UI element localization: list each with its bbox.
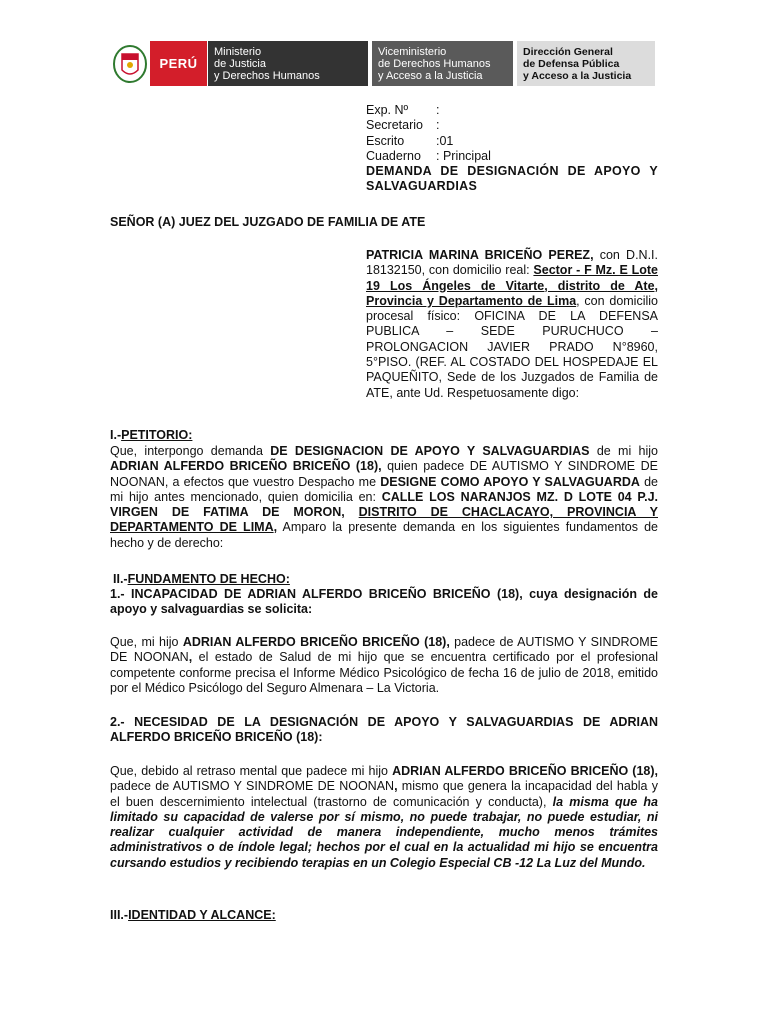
case-metadata <box>366 103 658 195</box>
ministerio-block: Ministerio de Justicia y Derechos Humanos <box>208 41 368 86</box>
meta-escrito: Escrito :01 <box>366 133 454 148</box>
peru-brand: PERÚ <box>150 41 207 86</box>
subsection-necesidad: 2.- NECESIDAD DE LA DESIGNACIÓN DE APOYO Y SALVAGUARDIAS DE ADRIAN ALFERDO BRICEÑO BRICEÑO (18): <box>110 715 658 745</box>
section-identidad-heading: III.-IDENTIDAD Y ALCANCE: <box>110 908 276 922</box>
necesidad-paragraph: Que, debido al retraso mental que padece mi hijo ADRIAN ALFERDO BRICEÑO BRICEÑO (18), padece de AUTISMO Y SINDROME DE NOONAN, mismo que genera la incapacidad del habla y el buen descernimiento intelectual (trastorno de comunicación y conducta), la misma que ha limitado su capacidad de valerse por sí mismo, no puede trabajar, no puede estudiar, ni realizar cualquier actividad de manera independiente, mucho menos trámites administrativos o de índole legal; hechos por el cual en la actualidad mi hijo se encuentra cursando estudios y recibiendo terapias en un Colegio Especial CB -12 La Luz del Mundo. <box>110 764 659 870</box>
direccion-block: Dirección General de Defensa Pública y Acceso a la Justicia <box>517 41 655 86</box>
meta-cuaderno: Cuaderno : Principal <box>366 148 491 163</box>
meta-secretario: Secretario : <box>366 118 440 133</box>
addressee: SEÑOR (A) JUEZ DEL JUZGADO DE FAMILIA DE ATE <box>110 215 426 229</box>
peru-coat-of-arms-icon <box>110 41 150 86</box>
petitorio-paragraph: Que, interpongo demanda DE DESIGNACION DE APOYO Y SALVAGUARDIAS de mi hijo ADRIAN ALFERDO BRICEÑO BRICEÑO (18), quien padece DE AUTISMO Y SINDROME DE NOONAN, a efectos que vuestro Despacho me DESIGNE COMO APOYO Y SALVAGUARDA de mi hijo antes mencionado, quien domicilia en: CALLE LOS NARANJOS MZ. D LOTE 04 P.J. VIRGEN DE FATIMA DE MORON, DISTRITO DE CHACLACAYO, PROVINCIA Y DEPARTAMENTO DE LIMA, Amparo la presente demanda en los siguientes fundamentos de hecho y de derecho: <box>110 444 659 550</box>
demanda-title: DEMANDA DE DESIGNACIÓN DE APOYO Y SALVAGUARDIAS <box>366 164 658 194</box>
section-petitorio-heading: I.-PETITORIO: <box>110 428 193 442</box>
intro-paragraph: PATRICIA MARINA BRICEÑO PEREZ, con D.N.I. 18132150, con domicilio real: Sector - F Mz. E Lote 19 Los Ángeles de Vitarte, distrito de Ate, Provincia y Departamento de Lima, con domicilio procesal físico: OFICINA DE LA DEFENSA PUBLICA – SEDE PURUCHUCO – PROLONGACION JAVIER PRADO N°8960, 5°PISO. (REF. AL COSTADO DEL HOSPEDAJE EL PAQUEÑITO, Sede de los Juzgados de Familia de ATE, ante Ud. Respetuosamente digo: <box>366 248 658 400</box>
viceministerio-block: Viceministerio de Derechos Humanos y Acceso a la Justicia <box>372 41 513 86</box>
incapacidad-paragraph: Que, mi hijo ADRIAN ALFERDO BRICEÑO BRICEÑO (18), padece de AUTISMO Y SINDROME DE NOONAN, el estado de Salud de mi hijo que se encuentra certificado por el profesional competente conforme precisa el Informe Médico Psicológico de fecha 16 de julio de 2018, emitido por el Médico Psicólogo del Seguro Almenara – La Victoria. <box>110 635 658 695</box>
meta-expediente: Exp. Nº : <box>366 103 440 117</box>
subsection-incapacidad: 1.- INCAPACIDAD DE ADRIAN ALFERDO BRICEÑO BRICEÑO (18), cuya designación de apoyo y salvaguardias se solicita: <box>110 587 658 617</box>
institutional-header <box>110 41 658 86</box>
section-fundamento-heading: II.-FUNDAMENTO DE HECHO: <box>113 572 290 586</box>
